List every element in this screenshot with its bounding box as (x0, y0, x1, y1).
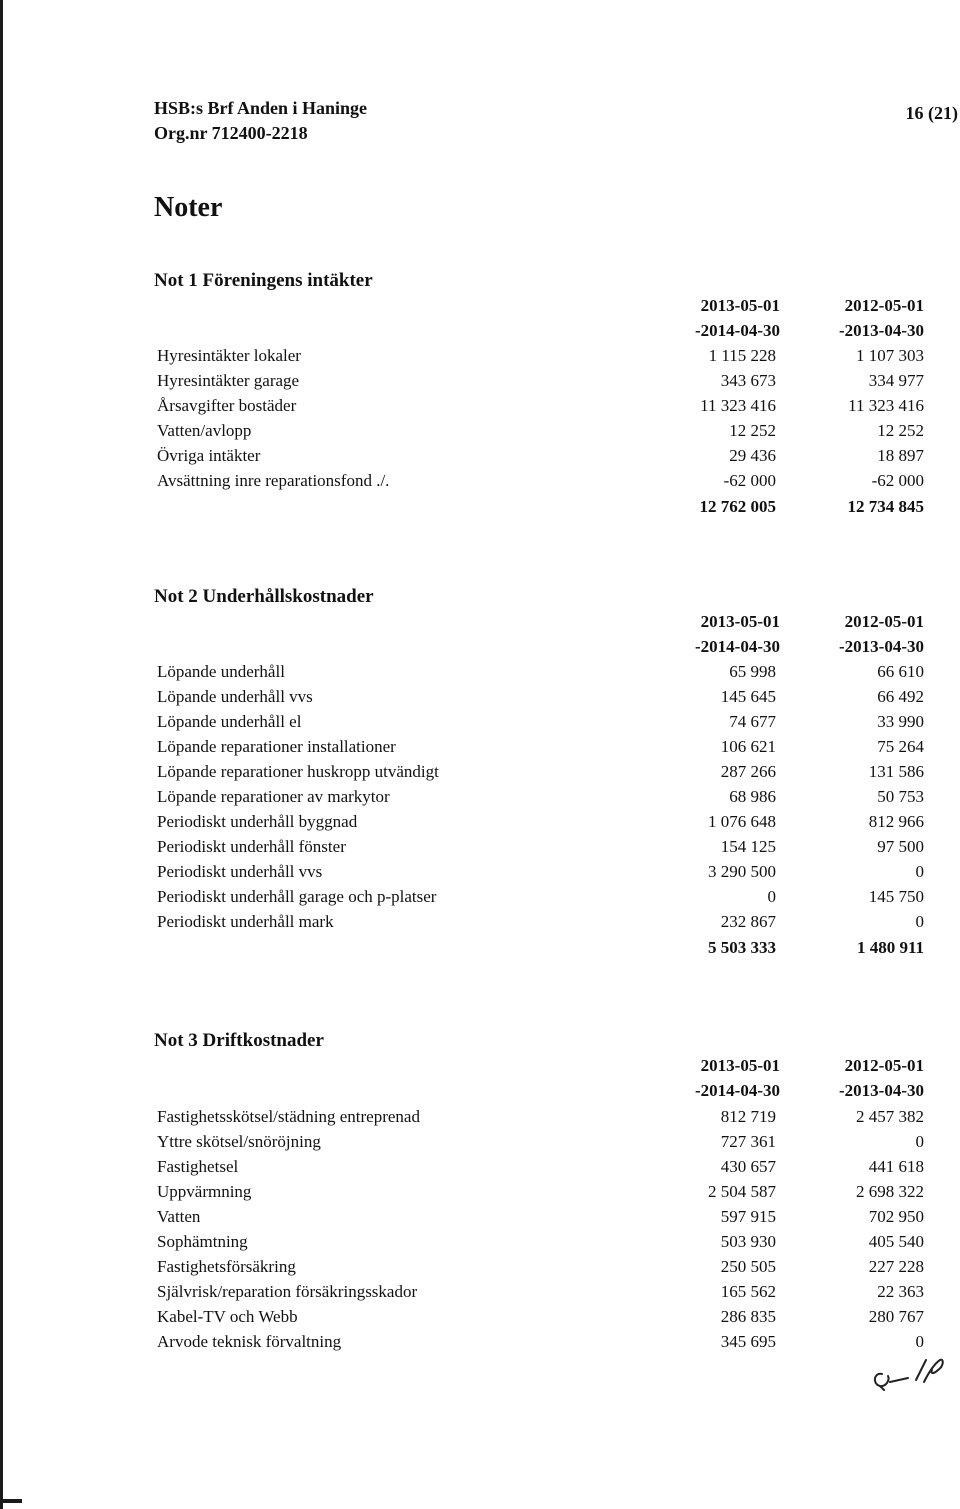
row-current-value: 29 436 (729, 446, 776, 465)
page-title: Noter (154, 192, 223, 223)
note-2-title: Not 2 Underhållskostnader (154, 586, 374, 607)
row-label: Periodiskt underhåll garage och p-platser (157, 887, 437, 906)
row-previous-value: 280 767 (868, 1307, 924, 1326)
row-previous-value: 812 966 (868, 812, 924, 831)
row-previous-value: 0 (915, 912, 924, 931)
note-2-current-period-end: -2014-04-30 (695, 637, 780, 656)
row-current-value: 11 323 416 (700, 396, 776, 415)
row-current-value: 232 867 (720, 912, 776, 931)
row-current-value: 345 695 (720, 1332, 776, 1351)
row-previous-value: 2 457 382 (856, 1107, 924, 1126)
note-2-total-row (0, 938, 960, 963)
note-2-row (0, 737, 960, 762)
note-1-previous-period-end: -2013-04-30 (839, 321, 924, 340)
note-2-row (0, 912, 960, 937)
row-current-value: -62 000 (723, 471, 776, 490)
note-2-current-period-start: 2013-05-01 (700, 612, 780, 631)
row-current-value: 287 266 (720, 762, 776, 781)
note-2-row (0, 787, 960, 812)
total-previous-value: 12 734 845 (847, 497, 924, 516)
note-3-current-period-start: 2013-05-01 (700, 1056, 780, 1075)
note-3-row (0, 1182, 960, 1207)
note-2-row (0, 662, 960, 687)
note-1-previous-period-start: 2012-05-01 (844, 296, 924, 315)
note-1-row (0, 471, 960, 496)
row-previous-value: 66 610 (877, 662, 924, 681)
row-label: Löpande reparationer av markytor (157, 787, 390, 806)
row-previous-value: 1 107 303 (856, 346, 924, 365)
row-label: Hyresintäkter lokaler (157, 346, 301, 365)
note-3-row (0, 1157, 960, 1182)
row-previous-value: 33 990 (877, 712, 924, 731)
row-label: Periodiskt underhåll byggnad (157, 812, 358, 831)
note-3-previous-period-end: -2013-04-30 (839, 1081, 924, 1100)
note-3-row (0, 1257, 960, 1282)
note-3-row (0, 1232, 960, 1257)
row-current-value: 286 835 (720, 1307, 776, 1326)
note-1-total-row (0, 497, 960, 522)
row-current-value: 165 562 (720, 1282, 776, 1301)
note-1-row (0, 346, 960, 371)
note-2-previous-period-end: -2013-04-30 (839, 637, 924, 656)
row-label: Fastighetsskötsel/städning entreprenad (157, 1107, 420, 1126)
row-label: Vatten (157, 1207, 201, 1226)
page-number: 16 (21) (905, 103, 958, 123)
note-3-previous-period-start: 2012-05-01 (844, 1056, 924, 1075)
row-current-value: 343 673 (720, 371, 776, 390)
row-label: Årsavgifter bostäder (157, 396, 297, 415)
row-label: Uppvärmning (157, 1182, 252, 1201)
note-1-row (0, 371, 960, 396)
row-previous-value: 97 500 (877, 837, 924, 856)
row-label: Kabel-TV och Webb (157, 1307, 298, 1326)
row-current-value: 74 677 (729, 712, 776, 731)
row-current-value: 503 930 (720, 1232, 776, 1251)
row-previous-value: 0 (915, 1332, 924, 1351)
total-current-value: 5 503 333 (708, 938, 776, 957)
note-3-row (0, 1332, 960, 1357)
row-label: Periodiskt underhåll fönster (157, 837, 346, 856)
row-previous-value: -62 000 (871, 471, 924, 490)
row-label: Sophämtning (157, 1232, 248, 1251)
org-number: Org.nr 712400-2218 (154, 123, 308, 143)
row-current-value: 0 (767, 887, 776, 906)
row-current-value: 2 504 587 (708, 1182, 776, 1201)
row-label: Löpande underhåll (157, 662, 285, 681)
note-2-row (0, 812, 960, 837)
note-2-previous-period-start: 2012-05-01 (844, 612, 924, 631)
note-2-row (0, 862, 960, 887)
row-current-value: 812 719 (720, 1107, 776, 1126)
note-1-title: Not 1 Föreningens intäkter (154, 270, 373, 291)
row-previous-value: 11 323 416 (848, 396, 924, 415)
row-label: Löpande underhåll vvs (157, 687, 313, 706)
note-3-current-period-end: -2014-04-30 (695, 1081, 780, 1100)
note-1-row (0, 421, 960, 446)
note-3-title: Not 3 Driftkostnader (154, 1030, 324, 1051)
row-previous-value: 22 363 (877, 1282, 924, 1301)
row-previous-value: 702 950 (868, 1207, 924, 1226)
row-previous-value: 405 540 (868, 1232, 924, 1251)
note-3-row (0, 1132, 960, 1157)
row-current-value: 430 657 (720, 1157, 776, 1176)
row-label: Övriga intäkter (157, 446, 261, 465)
note-3-row (0, 1107, 960, 1132)
row-current-value: 68 986 (729, 787, 776, 806)
row-current-value: 145 645 (720, 687, 776, 706)
row-previous-value: 334 977 (868, 371, 924, 390)
note-3-row (0, 1307, 960, 1332)
note-2-row (0, 687, 960, 712)
row-previous-value: 145 750 (868, 887, 924, 906)
note-2-row (0, 712, 960, 737)
row-label: Periodiskt underhåll vvs (157, 862, 323, 881)
row-label: Löpande underhåll el (157, 712, 302, 731)
row-previous-value: 50 753 (877, 787, 924, 806)
row-previous-value: 66 492 (877, 687, 924, 706)
note-1-row (0, 446, 960, 471)
row-previous-value: 441 618 (868, 1157, 924, 1176)
org-name: HSB:s Brf Anden i Haninge (154, 98, 368, 118)
row-current-value: 12 252 (729, 421, 776, 440)
note-1-current-period-end: -2014-04-30 (695, 321, 780, 340)
row-previous-value: 2 698 322 (856, 1182, 924, 1201)
row-label: Löpande reparationer installationer (157, 737, 396, 756)
note-3-row (0, 1207, 960, 1232)
row-label: Vatten/avlopp (157, 421, 252, 440)
row-current-value: 3 290 500 (708, 862, 776, 881)
row-previous-value: 75 264 (877, 737, 924, 756)
note-1-row (0, 396, 960, 421)
row-current-value: 65 998 (729, 662, 776, 681)
row-current-value: 106 621 (720, 737, 776, 756)
total-current-value: 12 762 005 (699, 497, 776, 516)
row-label: Avsättning inre reparationsfond ./. (157, 471, 390, 490)
row-previous-value: 12 252 (877, 421, 924, 440)
row-label: Fastighetsförsäkring (157, 1257, 296, 1276)
note-3-row (0, 1282, 960, 1307)
row-previous-value: 0 (915, 1132, 924, 1151)
total-previous-value: 1 480 911 (856, 938, 924, 957)
row-current-value: 727 361 (720, 1132, 776, 1151)
row-label: Fastighetsel (157, 1157, 239, 1176)
row-label: Löpande reparationer huskropp utvändigt (157, 762, 439, 781)
row-current-value: 597 915 (720, 1207, 776, 1226)
handwritten-initials (868, 1352, 958, 1392)
row-current-value: 250 505 (720, 1257, 776, 1276)
note-2-row (0, 837, 960, 862)
note-2-row (0, 887, 960, 912)
row-previous-value: 18 897 (877, 446, 924, 465)
note-2-row (0, 762, 960, 787)
scan-edge-bottom (0, 1499, 22, 1503)
row-current-value: 154 125 (720, 837, 776, 856)
row-previous-value: 227 228 (868, 1257, 924, 1276)
row-label: Självrisk/reparation försäkringsskador (157, 1282, 418, 1301)
row-previous-value: 131 586 (868, 762, 924, 781)
row-label: Hyresintäkter garage (157, 371, 300, 390)
row-label: Arvode teknisk förvaltning (157, 1332, 342, 1351)
row-label: Periodiskt underhåll mark (157, 912, 334, 931)
row-previous-value: 0 (915, 862, 924, 881)
row-current-value: 1 115 228 (708, 346, 776, 365)
row-current-value: 1 076 648 (708, 812, 776, 831)
note-1-current-period-start: 2013-05-01 (700, 296, 780, 315)
row-label: Yttre skötsel/snöröjning (157, 1132, 321, 1151)
